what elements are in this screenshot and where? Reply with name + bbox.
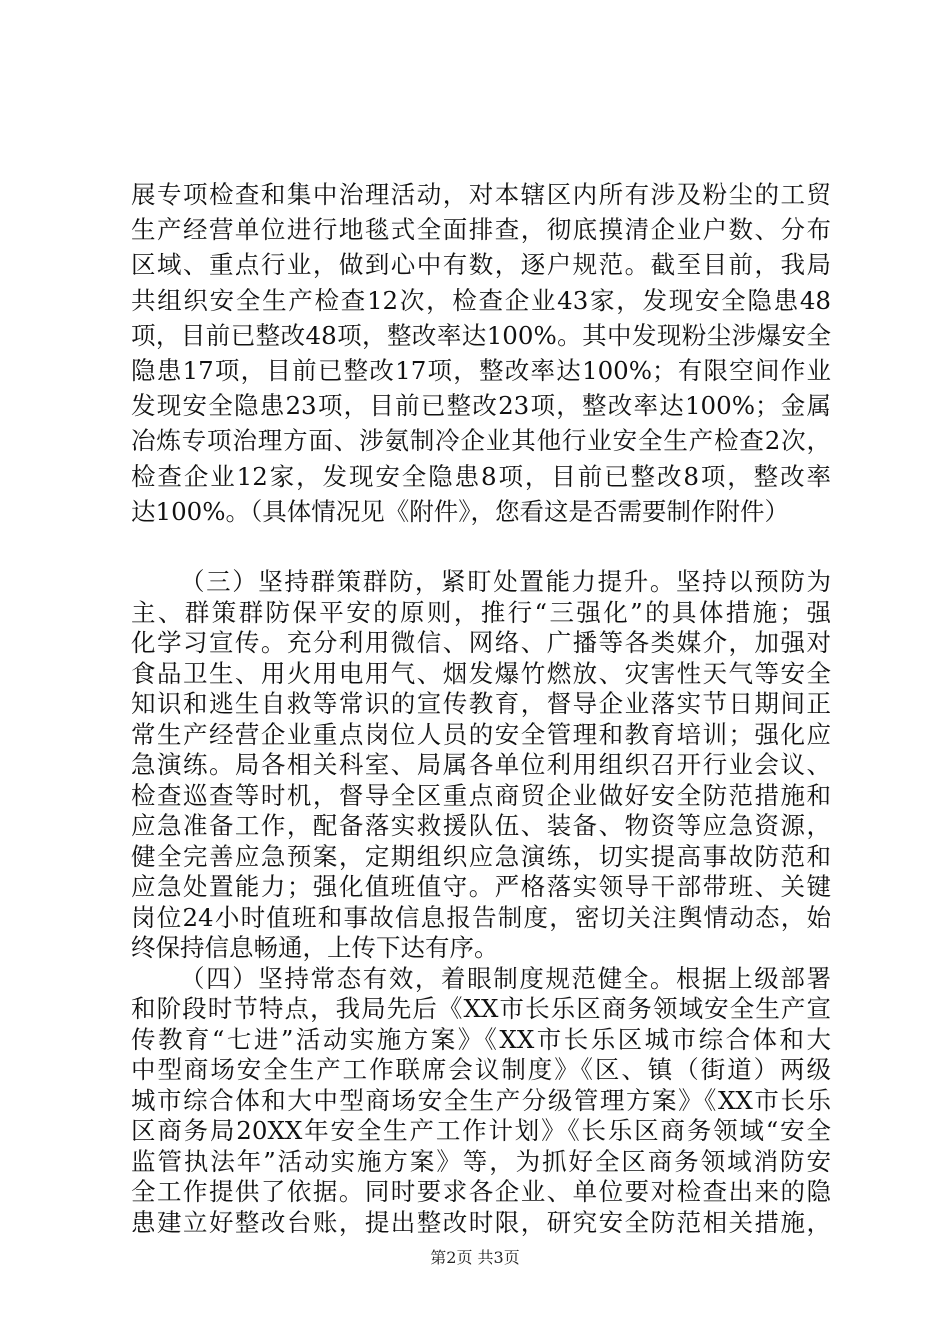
paragraph-line: 传教育“七进”活动实施方案》《XX市长乐区城市综合体和大 [131,1024,831,1054]
paragraph-line: （四）坚持常态有效，着眼制度规范健全。根据上级部署 [180,963,831,993]
paragraph-line: （三）坚持群策群防，紧盯处置能力提升。坚持以预防为 [180,567,831,596]
paragraph-line: 应急准备工作，配备落实救援队伍、装备、物资等应急资源， [131,811,831,840]
paragraph-line: 区商务局20XX年安全生产工作计划》《长乐区商务领域“安全 [131,1116,831,1145]
paragraph-line: 食品卫生、用火用电用气、烟发爆竹燃放、灾害性天气等安全 [131,658,831,688]
paragraph-line: 监管执法年”活动实施方案》等，为抓好全区商务领域消防安 [131,1146,831,1176]
paragraph-line: 中型商场安全生产工作联席会议制度》《区、镇（街道）两级 [131,1055,831,1084]
paragraph-line: 全工作提供了依据。同时要求各企业、单位要对检查出来的隐 [131,1177,831,1206]
paragraph-line: 岗位24小时值班和事故信息报告制度，密切关注舆情动态，始 [131,902,831,932]
paragraph-line: 健全完善应急预案，定期组织应急演练，切实提高事故防范和 [131,841,831,871]
paragraph-line: 共组织安全生产检查12次，检查企业43家，发现安全隐患48 [131,285,831,315]
paragraph-line: 展专项检查和集中治理活动，对本辖区内所有涉及粉尘的工贸 [131,180,831,209]
paragraph-line: 检查企业12家，发现安全隐患8项，目前已整改8项，整改率 [131,461,831,491]
paragraph-line: 城市综合体和大中型商场安全生产分级管理方案》《XX市长乐 [131,1085,831,1115]
paragraph-line: 应急处置能力；强化值班值守。严格落实领导干部带班、关键 [131,872,831,901]
paragraph-line: 化学习宣传。充分利用微信、网络、广播等各类媒介，加强对 [131,628,831,657]
paragraph-line: 隐患17项，目前已整改17项，整改率达100%；有限空间作业 [131,356,831,385]
page-footer: 第2页 共3页 [430,1248,520,1267]
paragraph-line: 发现安全隐患23项，目前已整改23项，整改率达100%；金属 [131,391,831,421]
paragraph-line: 生产经营单位进行地毯式全面排查，彻底摸清企业户数、分布 [131,215,831,245]
paragraph-line: 知识和逃生自救等常识的宣传教育，督导企业落实节日期间正 [131,689,831,718]
paragraph-line: 常生产经营企业重点岗位人员的安全管理和教育培训；强化应 [131,719,831,749]
paragraph-line: 冶炼专项治理方面、涉氨制冷企业其他行业安全生产检查2次， [131,426,831,456]
paragraph-line: 区域、重点行业，做到心中有数，逐户规范。截至目前，我局 [131,250,831,280]
paragraph-line: 达100%。（具体情况见《附件》，您看这是否需要制作附件） [131,496,790,526]
paragraph-line: 检查巡查等时机，督导全区重点商贸企业做好安全防范措施和 [131,780,831,810]
paragraph-line: 项，目前已整改48项，整改率达100%。其中发现粉尘涉爆安全 [131,320,831,350]
paragraph-line: 主、群策群防保平安的原则，推行“三强化”的具体措施；强 [131,597,831,627]
paragraph-line: 急演练。局各相关科室、局属各单位利用组织召开行业会议、 [131,750,831,779]
paragraph-line: 终保持信息畅通，上传下达有序。 [131,933,499,962]
paragraph-line: 患建立好整改台账，提出整改时限，研究安全防范相关措施， [131,1207,831,1237]
paragraph-line: 和阶段时节特点，我局先后《XX市长乐区商务领域安全生产宣 [131,994,831,1023]
